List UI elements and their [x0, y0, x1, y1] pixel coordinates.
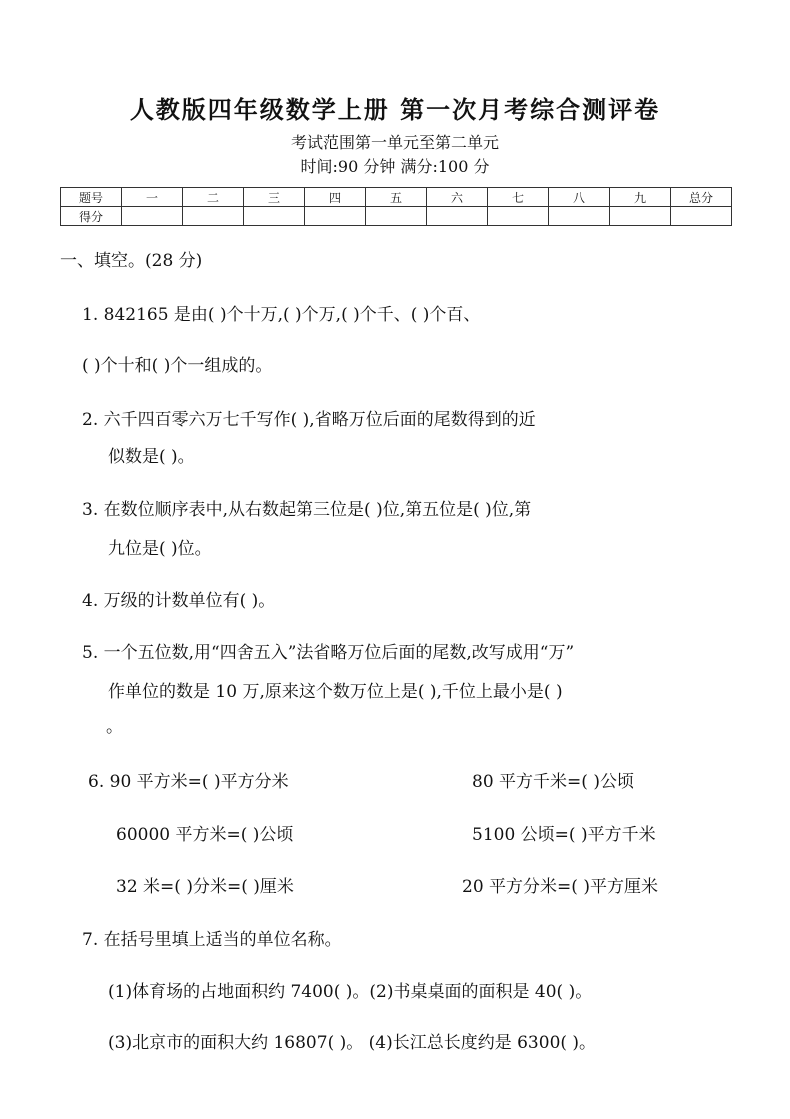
- score-table-cell: 题号: [61, 188, 122, 207]
- score-input-cell[interactable]: [610, 207, 671, 226]
- question-7-line-2: (1)体育场的占地面积约 7400( )。(2)书桌桌面的面积是 40( )。: [108, 982, 593, 1002]
- question-6-item-d: 5100 公顷=( )平方千米: [472, 825, 656, 845]
- score-table-cell: 九: [610, 188, 671, 207]
- question-6-item-a: 6. 90 平方米=( )平方分米: [88, 772, 289, 792]
- score-table-cell: 得分: [61, 207, 122, 226]
- page-title: 人教版四年级数学上册 第一次月考综合测评卷: [129, 95, 661, 124]
- score-input-cell[interactable]: [122, 207, 183, 226]
- question-3-line-1: 3. 在数位顺序表中,从右数起第三位是( )位,第五位是( )位,第: [82, 500, 532, 520]
- score-table-cell: 三: [244, 188, 305, 207]
- question-7-line-3: (3)北京市的面积大约 16807( )。 (4)长江总长度约是 6300( )。: [108, 1033, 597, 1053]
- question-2-line-2: 似数是( )。: [108, 447, 195, 467]
- score-input-cell[interactable]: [549, 207, 610, 226]
- score-input-cell[interactable]: [488, 207, 549, 226]
- score-input-cell[interactable]: [427, 207, 488, 226]
- score-input-cell[interactable]: [305, 207, 366, 226]
- score-input-cell[interactable]: [366, 207, 427, 226]
- question-6-item-e: 32 米=( )分米=( )厘米: [116, 877, 294, 897]
- score-table-cell: 二: [183, 188, 244, 207]
- score-table-cell: 四: [305, 188, 366, 207]
- question-5-line-2: 作单位的数是 10 万,原来这个数万位上是( ),千位上最小是( ): [108, 682, 563, 702]
- score-table-cell: 七: [488, 188, 549, 207]
- score-input-cell[interactable]: [671, 207, 732, 226]
- question-5-line-3: 。: [106, 717, 123, 737]
- score-table-score-row: [61, 207, 732, 226]
- question-1-line-2: ( )个十和( )个一组成的。: [82, 356, 273, 376]
- score-table-cell: 五: [366, 188, 427, 207]
- question-6-item-c: 60000 平方米=( )公顷: [116, 825, 294, 845]
- score-input-cell[interactable]: [244, 207, 305, 226]
- score-table-cell: 八: [549, 188, 610, 207]
- score-table-header-row: [61, 188, 732, 207]
- question-1-line-1: 1. 842165 是由( )个十万,( )个万,( )个千、( )个百、: [82, 305, 481, 325]
- question-2-line-1: 2. 六千四百零六万七千写作( ),省略万位后面的尾数得到的近: [82, 410, 536, 430]
- question-6-item-f: 20 平方分米=( )平方厘米: [462, 877, 658, 897]
- question-6-item-b: 80 平方千米=( )公顷: [472, 772, 634, 792]
- score-table-cell: 总分: [671, 188, 732, 207]
- score-input-cell[interactable]: [183, 207, 244, 226]
- question-7-line-1: 7. 在括号里填上适当的单位名称。: [82, 930, 342, 950]
- section-heading: 一、填空。(28 分): [60, 251, 203, 271]
- time-and-score: 时间:90 分钟 满分:100 分: [300, 157, 490, 176]
- score-table-cell: 六: [427, 188, 488, 207]
- question-5-line-1: 5. 一个五位数,用“四舍五入”法省略万位后面的尾数,改写成用“万”: [82, 643, 575, 663]
- question-3-line-2: 九位是( )位。: [108, 539, 212, 559]
- exam-scope: 考试范围第一单元至第二单元: [290, 133, 499, 152]
- question-4-line-1: 4. 万级的计数单位有( )。: [82, 591, 276, 611]
- score-table-cell: 一: [122, 188, 183, 207]
- score-table: [60, 187, 732, 226]
